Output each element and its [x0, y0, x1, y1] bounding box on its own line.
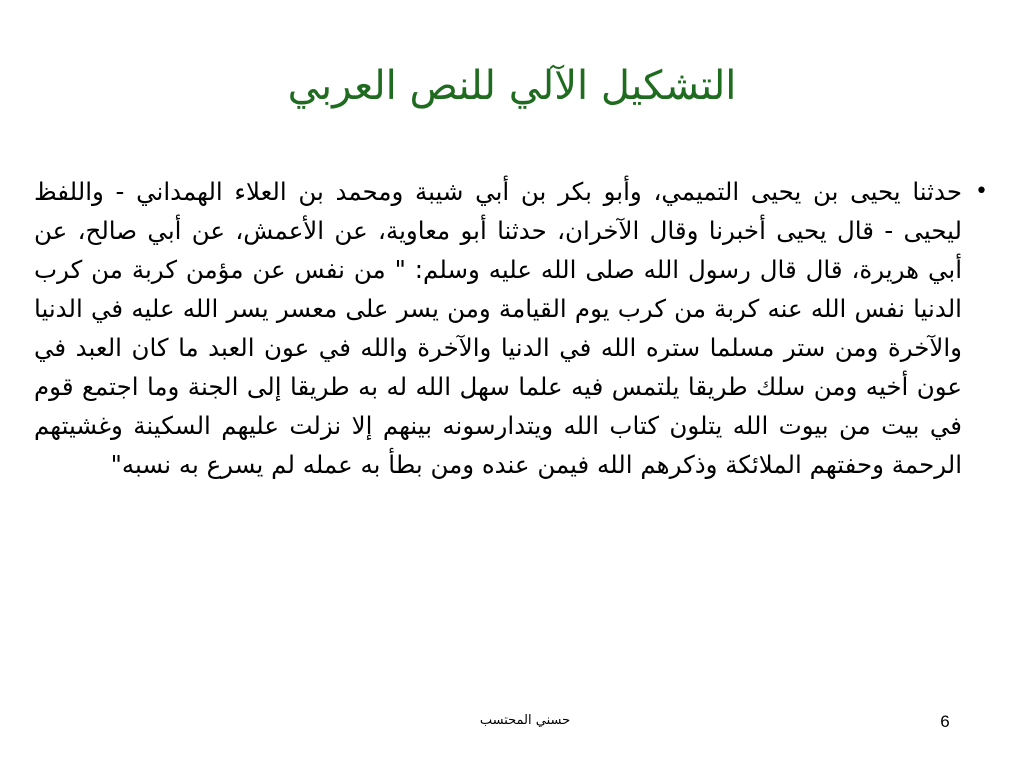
- bullet-icon: •: [975, 179, 988, 204]
- slide-title: التشكيل الآلي للنص العربي: [287, 63, 737, 109]
- bullet-list: [34, 172, 1008, 484]
- page-number: 6: [940, 712, 950, 731]
- hadith-text: حدثنا يحيى بن يحيى التميمي، وأبو بكر بن أبي شيبة ومحمد بن العلاء الهمداني - واللفظ ليحيى - قال يحيى أخبرنا وقال الآخران، حدثنا أبو معاوية، عن الأعمش، عن أبي صالح، عن أبي هريرة، قال قال رسول الله صلى الله عليه وسلم: " من نفس عن مؤمن كربة من كرب الدنيا نفس الله عنه كربة من كرب يوم القيامة ومن يسر على معسر يسر الله عليه في الدنيا والآخرة ومن ستر مسلما ستره الله في الدنيا والآخرة والله في عون العبد ما كان العبد في عون أخيه ومن سلك طريقا يلتمس فيه علما سهل الله له به طريقا إلى الجنة وما اجتمع قوم في بيت من بيوت الله يتلون كتاب الله ويتدارسونه بينهم إلا نزلت عليهم السكينة وغشيتهم الرحمة وحفتهم الملائكة وذكرهم الله فيمن عنده ومن بطأ به عمله لم يسرع به نسبه": [34, 177, 962, 479]
- footer-author: حسني المحتسب: [479, 713, 571, 728]
- list-item: [34, 172, 1008, 484]
